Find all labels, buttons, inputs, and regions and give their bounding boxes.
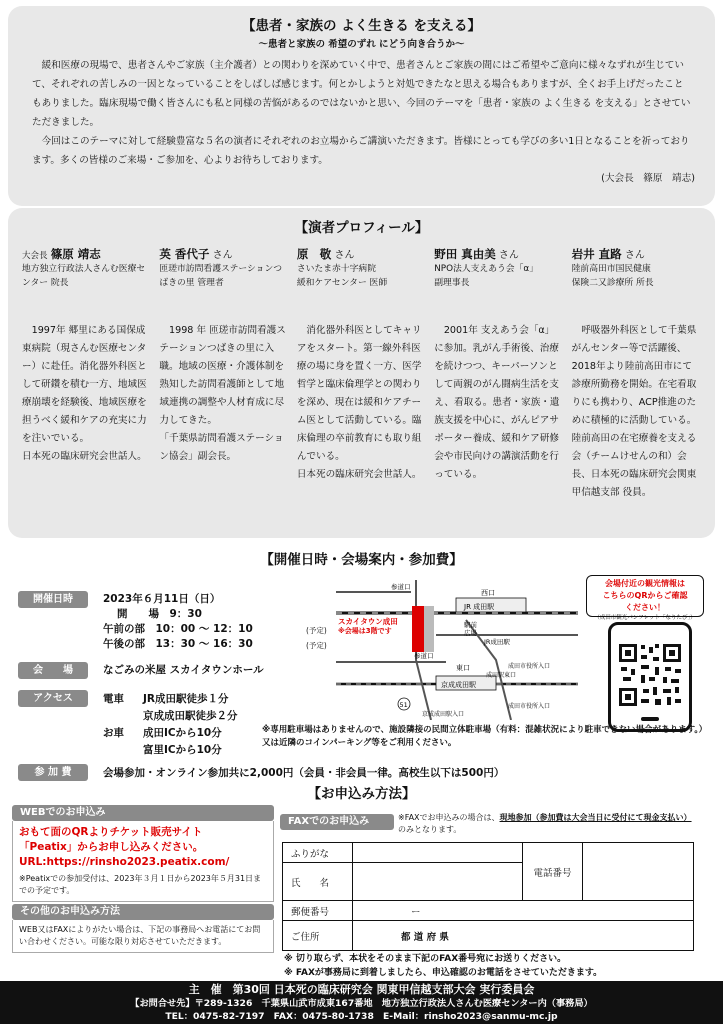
venue-map-note: ※会場は3階です [338, 627, 392, 635]
speaker-bio: 呼吸器外科医として千葉県がんセンター等で活躍後、2018年より陸前高田市にて診療所勤務を開始。在宅看取りにも携わり、ACP推進のために積極的に活動している。 陸前高田の在宅療養を支える会（チームけせんの和）会長、日本死の臨床研究会関東甲信越支部 役員。 [571, 325, 697, 498]
event-morning: 午前の部 10：00 ～ 12：10 [103, 623, 253, 635]
fax-apply-heading: FAXでのお申込み [280, 814, 394, 830]
fee-label: 参 加 費 [18, 764, 88, 781]
plaza-label: 駅前 [464, 621, 477, 629]
speaker-affiliation: さいたま赤十字病院 緩和ケアセンター 医師 [296, 264, 388, 288]
qr-callout [586, 575, 704, 621]
address-field[interactable] [353, 921, 694, 951]
other-apply-text: WEB又はFAXによりがたい場合は、下記の事務局へお電話にてお問い合わせください。可能な限り対応させていただきます。 [12, 920, 274, 953]
form-label: 郵便番号 [283, 901, 353, 921]
keisei-station-label: 京成成田駅 [441, 681, 476, 689]
qr-text: こちらのQRからご確認 [602, 591, 688, 600]
organizer-line: 主 催 第30回 日本死の臨床研究会 関東甲信越支部大会 実行委員会 [188, 983, 535, 996]
venue-label: 会 場 [18, 662, 88, 679]
date-label: 開催日時 [18, 591, 88, 608]
event-venue: なごみの米屋 スカイタウンホール [103, 664, 264, 676]
speaker-card [568, 246, 705, 530]
web-apply-heading: WEBでのお申込み [12, 805, 274, 821]
speaker-affiliation: 匝瑳市訪問看護ステーションつばきの里 管理者 [159, 264, 283, 288]
speaker-name: 篠原 靖志 [50, 247, 101, 261]
intro-paragraph: 緩和医療の現場で、患者さんやご家族（主介護者）との関わりを深めていく中で、患者さんとご家族の間にはご希望やご意向に様々なずれが生じていて、それぞれの苦しみの一因となっていることをしばしば感じます。何とかしようと対処できたなと思える場合もありますが、全くお手上げだったこともありました。臨床現場で働く皆さんにも私と同様の苦悩があるのではないかと思い、今回のテーマを「患者・家族の よく生きる を支える」とさせていただきました。 [32, 60, 691, 128]
qr-text: ください！ [625, 603, 665, 612]
form-label: ご住所 [283, 921, 353, 951]
event-afternoon: 午後の部 13：30 ～ 16：30 [103, 638, 253, 650]
speaker-affiliation: NPO法人支えあう会「α」 副理事長 [434, 264, 538, 288]
speaker-card [293, 246, 430, 530]
access-car: 富里ICから10分 [143, 744, 222, 756]
route-number: 51 [399, 701, 408, 709]
fax-note-text: のみとなります。 [398, 825, 462, 834]
event-date: 2023年６月11日（日） [103, 593, 221, 605]
intro-signature: (大会長 篠原 靖志) [601, 173, 695, 184]
jr-station-label: JR 成田駅 [464, 603, 495, 611]
organizer-footer [0, 981, 723, 1024]
web-apply-text: 「Peatix」からお申し込みください。 [19, 841, 204, 853]
furigana-field[interactable] [353, 843, 523, 863]
postal-dash: ー [411, 906, 421, 918]
venue-map-label: スカイタウン成田 [338, 617, 398, 626]
venue-map [336, 580, 578, 720]
signal-label: JR成田駅 [484, 638, 510, 646]
intro-panel [8, 6, 715, 206]
access-train: JR成田駅徒歩１分 [143, 693, 229, 705]
fax-footnote: ※ 切り取らず、本状をそのまま下記のFAX番号宛にお送りください。 [284, 954, 567, 964]
road-label: 参道口 [391, 583, 411, 591]
apply-title: 【お申込み方法】 [307, 786, 416, 802]
west-exit-label: 西口 [481, 589, 495, 597]
access-label: アクセス [18, 690, 88, 707]
form-label: 電話番号 [523, 843, 583, 901]
east-exit-label: 東口 [456, 664, 470, 672]
speaker-suffix: さん [498, 250, 519, 261]
fax-footnote: ※ FAXが事務局に到着しましたら、申込確認のお電話をさせていただきます。 [284, 968, 603, 978]
venue-building [412, 606, 424, 652]
phone-field[interactable] [583, 843, 694, 901]
signal-label: 成田駅東口 [486, 672, 517, 679]
speaker-bio: 1997年 郷里にある国保成東病院（現さんむ医療センター）に赴任。消化器外科医として研鑽を積む一方、地域医療崩壊を経験後、地域医療を担うべく緩和ケアの充実に力を注いでいる。 日本死の臨床研究会世話人。 [22, 325, 147, 462]
speaker-bio: 2001年 支えあう会「α」に参加。乳がん手術後、治療を続けつつ、キーパーソンとして両親のがん闘病生活を支え、看取る。患者・家族・遺族支援を中心に、がんピアサポーター養成、緩和ケア研修会や市民向けの講演活動を行っている。 [434, 325, 560, 480]
qr-source: （成田市観光パンフレット「なりたび」） [594, 615, 696, 621]
speaker-affiliation: 地方独立行政法人さんむ医療センター 院長 [22, 264, 146, 288]
name-field[interactable] [353, 863, 523, 901]
parking-note: ※専用駐車場はありませんので、施設隣接の民間立体駐車場（有料：混雑状況により駐車できない場合があります。）又は近隣のコインパーキング等をご利用ください。 [262, 725, 708, 748]
fax-form [282, 842, 694, 951]
train-label: 電車 [103, 693, 124, 705]
other-apply-heading: その他のお申込み方法 [12, 904, 274, 920]
speaker-prefix: 大会長 [22, 251, 48, 261]
event-title: 【開催日時・会場案内・参加費】 [260, 552, 463, 568]
speaker-bio: 消化器外科医としてキャリアをスタート。第一線外科医療の場に身を置く一方、医学哲学と臨床倫理学との関わりを深め、現在は緩和ケアチーム医として活動している。臨床倫理の卒前教育にも取り組んでいる。 日本死の臨床研究会世話人。 [296, 325, 422, 480]
access-train: 京成成田駅徒歩２分 [143, 710, 238, 722]
qr-text: 会場付近の観光情報は [605, 579, 685, 588]
speaker-suffix: さん [624, 250, 645, 261]
speaker-name: 英 香代子 [159, 247, 210, 261]
speaker-suffix: さん [212, 250, 233, 261]
form-label: ふりがな [283, 843, 353, 863]
contact-address: 【お問合せ先】〒289-1326 千葉県山武市成東167番地 地方独立行政法人さんむ医療センター内（事務局） [130, 998, 593, 1009]
road-label: 参道口 [414, 652, 434, 660]
intro-subtitle: ～患者と家族の 希望のずれ にどう向き合うか～ [258, 39, 465, 50]
speaker-name: 野田 真由美 [434, 247, 496, 261]
event-open: 開 場 9：30 [117, 608, 202, 620]
web-apply-url[interactable]: URL:https://rinsho2023.peatix.com/ [19, 856, 230, 868]
tentative-note: (予定) [306, 641, 327, 650]
profile-panel [8, 208, 715, 538]
tentative-note: (予定) [306, 626, 327, 635]
speaker-name: 岩井 直路 [571, 247, 622, 261]
plaza-label: 広場 [464, 629, 477, 637]
speaker-card [18, 246, 155, 530]
speaker-name: 原 敬 [296, 247, 332, 261]
web-apply-text: おもて面のQRよりチケット販売サイト [19, 826, 203, 838]
phone-illustration [608, 622, 692, 732]
web-apply-note: ※Peatixでの参加受付は、2023年３月１日から2023年５月31日までの予定です。 [19, 874, 262, 895]
signal-label: 成田市役所入口 [508, 703, 551, 710]
profile-title: 【演者プロフィール】 [294, 220, 429, 236]
speaker-affiliation: 陸前高田市国民健康 保険二又診療所 所長 [571, 264, 654, 288]
intro-title: 【患者・家族の よく生きる を支える】 [242, 18, 481, 34]
fax-apply-note [398, 812, 698, 836]
postal-field[interactable] [353, 901, 694, 921]
web-apply-section [12, 805, 274, 953]
intro-paragraph: 今回はこのテーマに対して経験豊富な５名の演者にそれぞれのお立場からご講演いただきます。皆様にとっても学びの多い1日となることを祈っております。多くの皆様のご来場・ご参加を、心よりお待ちしております。 [32, 136, 690, 166]
access-car: 成田ICから10分 [143, 727, 222, 739]
speaker-card [430, 246, 567, 530]
prefecture-label: 都 道 府 県 [401, 931, 449, 943]
contact-info: TEL：0475-82-7197 FAX：0475-80-1738 E-Mail：rinsho2023@sanmu-mc.jp [165, 1011, 558, 1022]
event-fee: 会場参加・オンライン参加共に2,000円（会員・非会員一律。高校生以下は500円） [103, 767, 505, 779]
speaker-card [155, 246, 292, 530]
speaker-suffix: さん [334, 250, 355, 261]
car-label: お車 [103, 727, 124, 739]
qr-code-icon[interactable] [611, 625, 689, 729]
signal-label: 京成成田駅入口 [422, 711, 465, 718]
speaker-bio: 1998 年 匝瑳市訪問看護ステーションつばきの里に入職。地域の医療・介護体制を熟知した訪問看護師として地域連携の調整や人材育成に尽力してきた。 「千葉県訪問看護ステーション協会」副会長。 [159, 325, 286, 462]
signal-label: 成田市役所入口 [508, 663, 551, 670]
fax-note-text: ※FAXでお申込みの場合は、 [398, 813, 500, 822]
form-label: 氏 名 [283, 863, 353, 901]
fax-note-emphasis: 現地参加（参加費は大会当日に受付にて現金支払い） [499, 813, 692, 822]
